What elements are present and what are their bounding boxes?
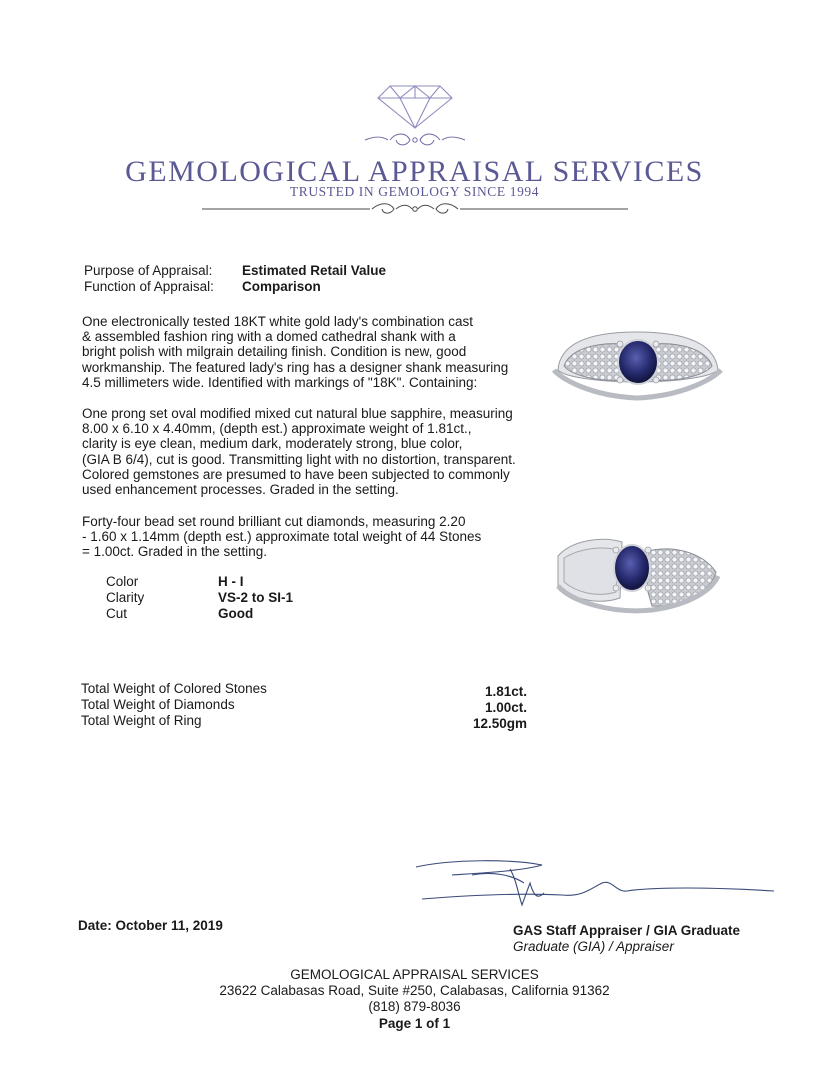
appraiser-subtitle: Graduate (GIA) / Appraiser <box>513 939 674 954</box>
diamond-line: = 1.00ct. Graded in the setting. <box>82 544 267 560</box>
grade-label-clarity: Clarity <box>106 590 145 605</box>
appraiser-signature <box>412 853 782 913</box>
appraiser-title: GAS Staff Appraiser / GIA Graduate <box>513 923 741 938</box>
ring-description <box>82 314 508 390</box>
footer-address: 23622 Calabasas Road, Suite #250, Calabasas, California 91362 <box>219 983 610 998</box>
grade-label-color: Color <box>106 574 139 589</box>
sapphire-line: used enhancement processes. Graded in the setting. <box>82 482 399 498</box>
footer-page: Page 1 of 1 <box>378 1016 451 1031</box>
sapphire-line: (GIA B 6/4), cut is good. Transmitting light with no distortion, transparent. <box>82 451 516 467</box>
logo-flourish-bottom <box>200 198 630 220</box>
diamond-icon <box>374 82 456 132</box>
total-diamonds-value: 1.00ct. <box>484 700 527 715</box>
company-name: GEMOLOGICAL APPRAISAL SERVICES <box>125 155 704 188</box>
sapphire-line: 8.00 x 6.10 x 4.40mm, (depth est.) approximate weight of 1.81ct., <box>82 421 472 437</box>
grade-value-color: H - I <box>218 574 244 589</box>
purpose-value: Estimated Retail Value <box>242 263 387 278</box>
sapphire-description <box>82 406 516 497</box>
grade-label-cut: Cut <box>106 606 128 621</box>
sapphire-line: One prong set oval modified mixed cut natural blue sapphire, measuring <box>82 406 513 421</box>
footer-phone: (818) 879-8036 <box>368 999 461 1014</box>
diamond-description <box>82 514 481 560</box>
purpose-label: Purpose of Appraisal: <box>84 263 213 278</box>
footer-company: GEMOLOGICAL APPRAISAL SERVICES <box>290 967 539 982</box>
function-value: Comparison <box>242 279 321 294</box>
grade-value-clarity: VS-2 to SI-1 <box>218 590 294 605</box>
description-line: workmanship. The featured lady's ring has a designer shank measuring <box>82 359 509 375</box>
appraisal-date: Date: October 11, 2019 <box>78 918 223 933</box>
description-line: 4.5 millimeters wide. Identified with markings of "18K". Containing: <box>82 374 478 390</box>
ring-photo-bottom <box>552 528 722 620</box>
ring-photo-top <box>550 318 725 408</box>
total-colored-label: Total Weight of Colored Stones <box>81 681 267 696</box>
description-line: One electronically tested 18KT white gold lady's combination cast <box>82 314 474 329</box>
function-label: Function of Appraisal: <box>84 279 214 294</box>
grade-value-cut: Good <box>218 606 254 621</box>
total-ring-label: Total Weight of Ring <box>81 713 202 728</box>
description-line: & assembled fashion ring with a domed cathedral shank with a <box>82 329 456 345</box>
total-ring-value: 12.50gm <box>472 716 527 731</box>
company-tagline: TRUSTED IN GEMOLOGY SINCE 1994 <box>289 184 540 199</box>
diamond-line: Forty-four bead set round brilliant cut diamonds, measuring 2.20 <box>82 514 466 529</box>
logo-flourish-top <box>330 130 500 150</box>
sapphire-line: Colored gemstones are presumed to have been subjected to commonly <box>82 466 510 482</box>
total-colored-value: 1.81ct. <box>484 684 527 699</box>
total-diamonds-label: Total Weight of Diamonds <box>81 697 235 712</box>
description-line: bright polish with milgrain detailing finish. Condition is new, good <box>82 344 467 360</box>
diamond-line: - 1.60 x 1.14mm (depth est.) approximate total weight of 44 Stones <box>82 529 482 545</box>
sapphire-line: clarity is eye clean, medium dark, moderately strong, blue color, <box>82 436 463 452</box>
